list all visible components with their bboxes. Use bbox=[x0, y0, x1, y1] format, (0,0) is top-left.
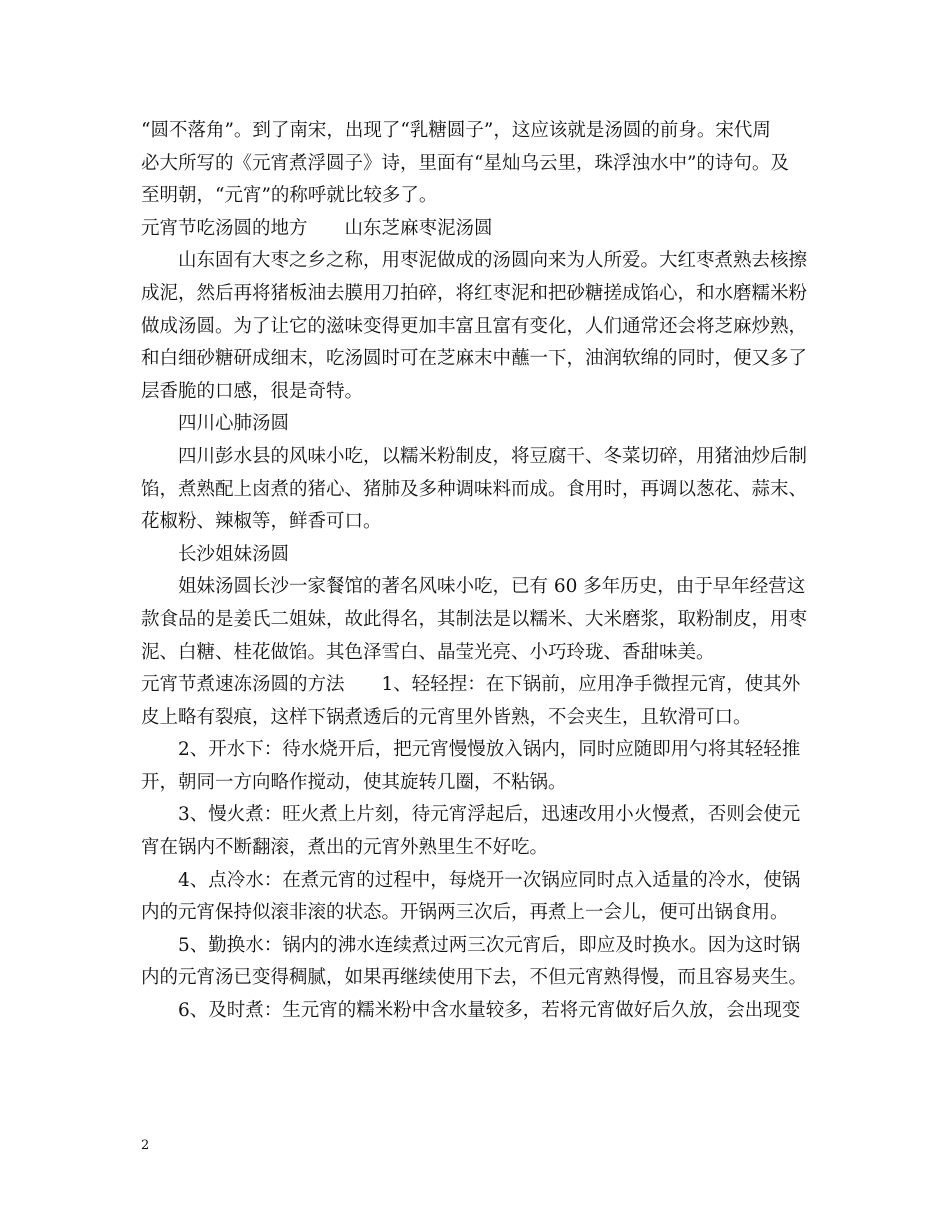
text-line: 姐妹汤圆长沙一家餐馆的著名风味小吃，已有 60 多年历史，由于早年经营这 bbox=[178, 576, 806, 598]
text-line: 5、勤换水：锅内的沸水连续煮过两三次元宵后，即应及时换水。因为这时锅 bbox=[178, 934, 801, 956]
text-line: 元宵节吃汤圆的地方 山东芝麻枣泥汤圆 bbox=[141, 217, 493, 239]
text-line: 2、开水下：待水烧开后，把元宵慢慢放入锅内，同时应随即用勺将其轻轻推 bbox=[178, 739, 801, 761]
text-line: 做成汤圆。为了让它的滋味变得更加丰富且富有变化，人们通常还会将芝麻炒熟， bbox=[141, 315, 808, 337]
text-line: 内的元宵汤已变得稠腻，如果再继续使用下去，不但元宵熟得慢，而且容易夹生。 bbox=[141, 967, 808, 989]
text-line: 四川彭水县的风味小吃，以糯米粉制皮，将豆腐干、冬菜切碎，用猪油炒后制 bbox=[178, 445, 808, 467]
text-line: “圆不落角”。到了南宋，出现了“乳糖圆子”，这应该就是汤圆的前身。宋代周 bbox=[141, 120, 771, 141]
text-line: 和白细砂糖研成细末，吃汤圆时可在芝麻末中蘸一下，油润软绵的同时，便又多了 bbox=[141, 348, 808, 370]
text-line: 山东固有大枣之乡之称，用枣泥做成的汤圆向来为人所爱。大红枣煮熟去核擦 bbox=[178, 250, 808, 272]
text-line: 泥、白糖、桂花做馅。其色泽雪白、晶莹光亮、小巧玲珑、香甜味美。 bbox=[141, 641, 715, 663]
text-line: 4、点冷水：在煮元宵的过程中，每烧开一次锅应同时点入适量的冷水，使锅 bbox=[178, 869, 801, 891]
text-line: 款食品的是姜氏二姐妹，故此得名，其制法是以糯米、大米磨浆，取粉制皮，用枣 bbox=[141, 608, 808, 630]
page-body bbox=[141, 115, 809, 1028]
text-line: 四川心肺汤圆 bbox=[178, 413, 290, 435]
text-line: 花椒粉、辣椒等，鲜香可口。 bbox=[141, 511, 382, 533]
text-line: 层香脆的口感，很是奇特。 bbox=[141, 380, 364, 402]
text-line: 6、及时煮：生元宵的糯米粉中含水量较多，若将元宵做好后久放，会出现变 bbox=[178, 1000, 801, 1022]
text-line: 必大所写的《元宵煮浮圆子》诗，里面有“星灿乌云里，珠浮浊水中”的诗句。及 bbox=[141, 152, 789, 174]
text-line: 成泥，然后再将猪板油去膜用刀拍碎，将红枣泥和把砂糖搓成馅心，和水磨糯米粉 bbox=[141, 282, 808, 304]
text-line: 至明朝，“元宵”的称呼就比较多了。 bbox=[141, 185, 438, 207]
page-number: 2 bbox=[141, 1138, 150, 1153]
text-line: 馅，煮熟配上卤煮的猪心、猪肺及多种调味料而成。食用时，再调以葱花、蒜末、 bbox=[141, 478, 808, 500]
text-line: 3、慢火煮：旺火煮上片刻，待元宵浮起后，迅速改用小火慢煮，否则会使元 bbox=[178, 804, 801, 826]
text-line: 皮上略有裂痕，这样下锅煮透后的元宵里外皆熟，不会夹生，且软滑可口。 bbox=[141, 706, 752, 728]
text-line: 内的元宵保持似滚非滚的状态。开锅两三次后，再煮上一会儿，便可出锅食用。 bbox=[141, 902, 789, 924]
text-line: 宵在锅内不断翻滚，煮出的元宵外熟里生不好吃。 bbox=[141, 837, 549, 859]
text-line: 元宵节煮速冻汤圆的方法 1、轻轻捏：在下锅前，应用净手微捏元宵，使其外 bbox=[141, 674, 801, 696]
text-line: 长沙姐妹汤圆 bbox=[178, 543, 290, 565]
text-line: 开，朝同一方向略作搅动，使其旋转几圈，不粘锅。 bbox=[141, 771, 567, 793]
